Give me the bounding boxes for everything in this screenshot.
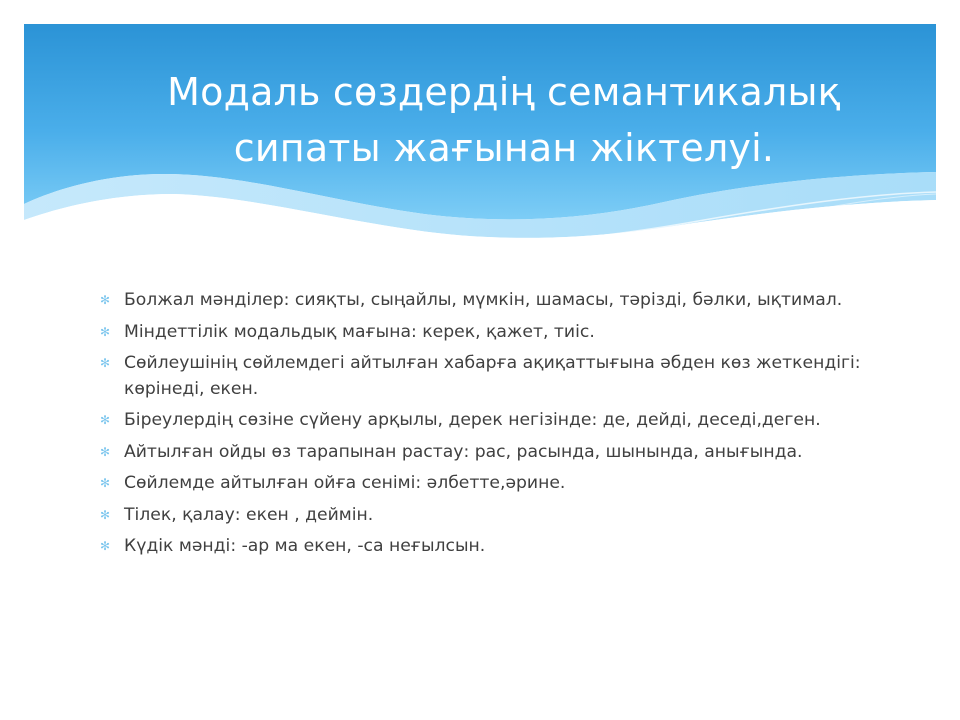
bullet-text: Міндеттілік модальдық мағына: керек, қажет, тиіс. — [124, 321, 595, 342]
asterisk-bullet-icon: ✻ — [100, 413, 111, 427]
bullet-text: Айтылған ойды өз тарапынан растау: рас, расында, шынында, анығында. — [124, 441, 803, 462]
bullet-text: Сөйлеушінің сөйлемдегі айтылған хабарға ақиқаттығына әбден көз жеткендігі: көрінеді, екен. — [124, 353, 861, 399]
asterisk-bullet-icon: ✻ — [100, 444, 111, 459]
bullet-item — [100, 408, 870, 434]
bullet-item — [100, 288, 870, 314]
bullet-item — [100, 503, 870, 529]
bullet-item — [100, 471, 870, 497]
bullet-item — [100, 534, 870, 560]
asterisk-bullet-icon: ✻ — [100, 539, 111, 553]
title-line-1: Модаль сөздердің семантикалық — [167, 70, 841, 114]
asterisk-bullet-icon: ✻ — [100, 356, 111, 370]
asterisk-bullet-icon: ✻ — [100, 293, 111, 307]
header-band — [24, 24, 936, 274]
bullet-text: Тілек, қалау: екен , деймін. — [124, 504, 374, 525]
bullet-text: Сөйлемде айтылған ойға сенімі: әлбетте,әрине. — [124, 473, 566, 493]
bullet-item — [100, 320, 870, 346]
title-line-2: сипаты жағынан жіктелуі. — [233, 126, 775, 170]
bullet-text: Күдік мәнді: -ар ма екен, -са неғылсын. — [124, 536, 486, 556]
slide-title — [84, 64, 924, 176]
asterisk-bullet-icon: ✻ — [100, 324, 111, 339]
asterisk-bullet-icon: ✻ — [100, 507, 111, 522]
asterisk-bullet-icon: ✻ — [100, 476, 111, 490]
bullet-text: Болжал мәнділер: сияқты, сыңайлы, мүмкін, шамасы, тәрізді, бәлки, ықтимал. — [124, 290, 843, 310]
bullet-text: Біреулердің сөзіне сүйену арқылы, дерек негізінде: де, дейді, деседі,деген. — [124, 410, 821, 430]
bullet-item — [100, 440, 870, 466]
bullet-item — [100, 351, 870, 402]
bullet-list — [100, 288, 870, 566]
